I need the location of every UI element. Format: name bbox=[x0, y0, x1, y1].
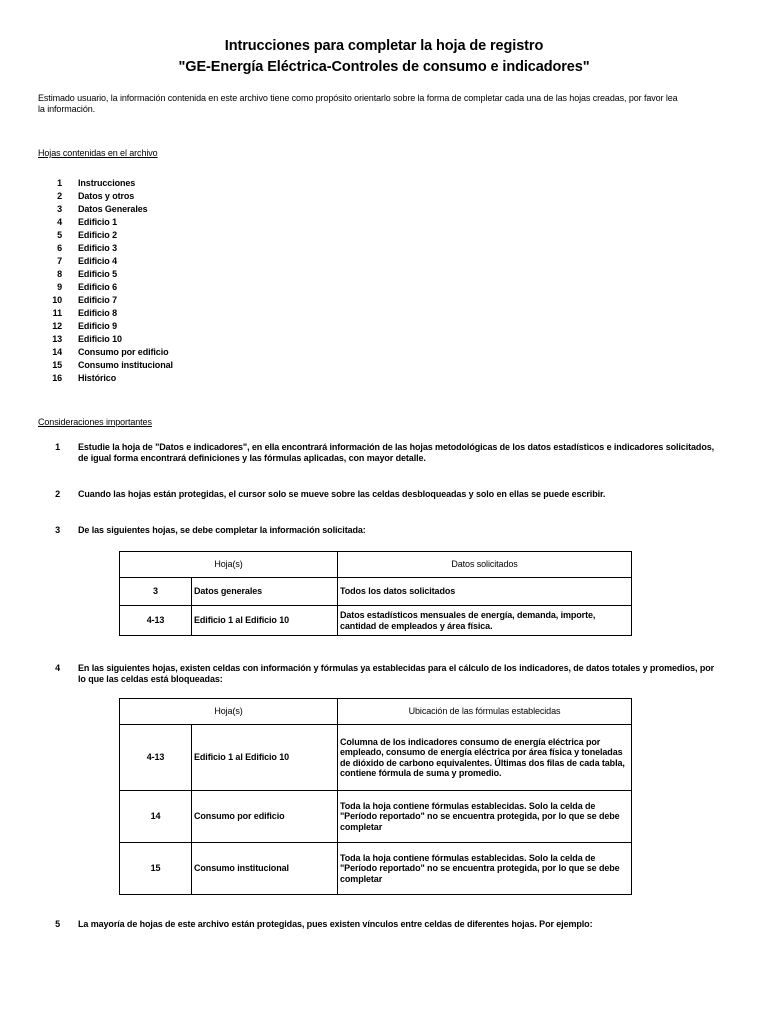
cell-description: Datos estadísticos mensuales de energía, demanda, importe, cantidad de empleados y área física. bbox=[338, 606, 632, 636]
cell-sheet-name: Consumo por edificio bbox=[192, 791, 338, 843]
cell-sheet-number: 14 bbox=[120, 791, 192, 843]
table-header-row bbox=[120, 552, 632, 578]
cell-sheet-name: Edificio 1 al Edificio 10 bbox=[192, 606, 338, 636]
column-header-data: Datos solicitados bbox=[338, 552, 632, 578]
sheets-heading: Hojas contenidas en el archivo bbox=[38, 148, 158, 158]
table-row bbox=[120, 606, 632, 636]
cell-sheet-name: Datos generales bbox=[192, 578, 338, 606]
column-header-sheets: Hoja(s) bbox=[120, 552, 338, 578]
column-header-formulas: Ubicación de las fórmulas establecidas bbox=[338, 699, 632, 725]
table-header-row bbox=[120, 699, 632, 725]
table-row bbox=[120, 578, 632, 606]
intro-paragraph: Estimado usuario, la información contenida en este archivo tiene como propósito orientarlo sobre la forma de completar cada una de las hojas creadas, por favor lea la información. bbox=[38, 93, 678, 114]
cell-sheet-number: 3 bbox=[120, 578, 192, 606]
table-row bbox=[120, 725, 632, 791]
table-row bbox=[120, 843, 632, 895]
cell-sheet-name: Consumo institucional bbox=[192, 843, 338, 895]
requested-data-table bbox=[119, 551, 632, 636]
cell-sheet-number: 4-13 bbox=[120, 606, 192, 636]
cell-description: Toda la hoja contiene fórmulas establecidas. Solo la celda de "Período reportado" no se encuentra protegida, por lo que se debe completar bbox=[338, 843, 632, 895]
cell-sheet-number: 15 bbox=[120, 843, 192, 895]
cell-description: Columna de los indicadores consumo de energía eléctrica por empleado, consumo de energía eléctrica por área física y toneladas de dióxido de carbono equivalentes. Últimas dos filas de cada tabla, contiene fórmula de suma y promedio. bbox=[338, 725, 632, 791]
considerations-heading: Consideraciones importantes bbox=[38, 417, 152, 427]
formulas-table bbox=[119, 698, 632, 895]
column-header-sheets: Hoja(s) bbox=[120, 699, 338, 725]
cell-description: Toda la hoja contiene fórmulas establecidas. Solo la celda de "Período reportado" no se encuentra protegida, por lo que se debe completar bbox=[338, 791, 632, 843]
table-row bbox=[120, 791, 632, 843]
title-line-1: Intrucciones para completar la hoja de registro bbox=[224, 38, 544, 54]
cell-description: Todos los datos solicitados bbox=[338, 578, 632, 606]
cell-sheet-name: Edificio 1 al Edificio 10 bbox=[192, 725, 338, 791]
title-line-2: "GE-Energía Eléctrica-Controles de consumo e indicadores" bbox=[178, 59, 590, 75]
cell-sheet-number: 4-13 bbox=[120, 725, 192, 791]
